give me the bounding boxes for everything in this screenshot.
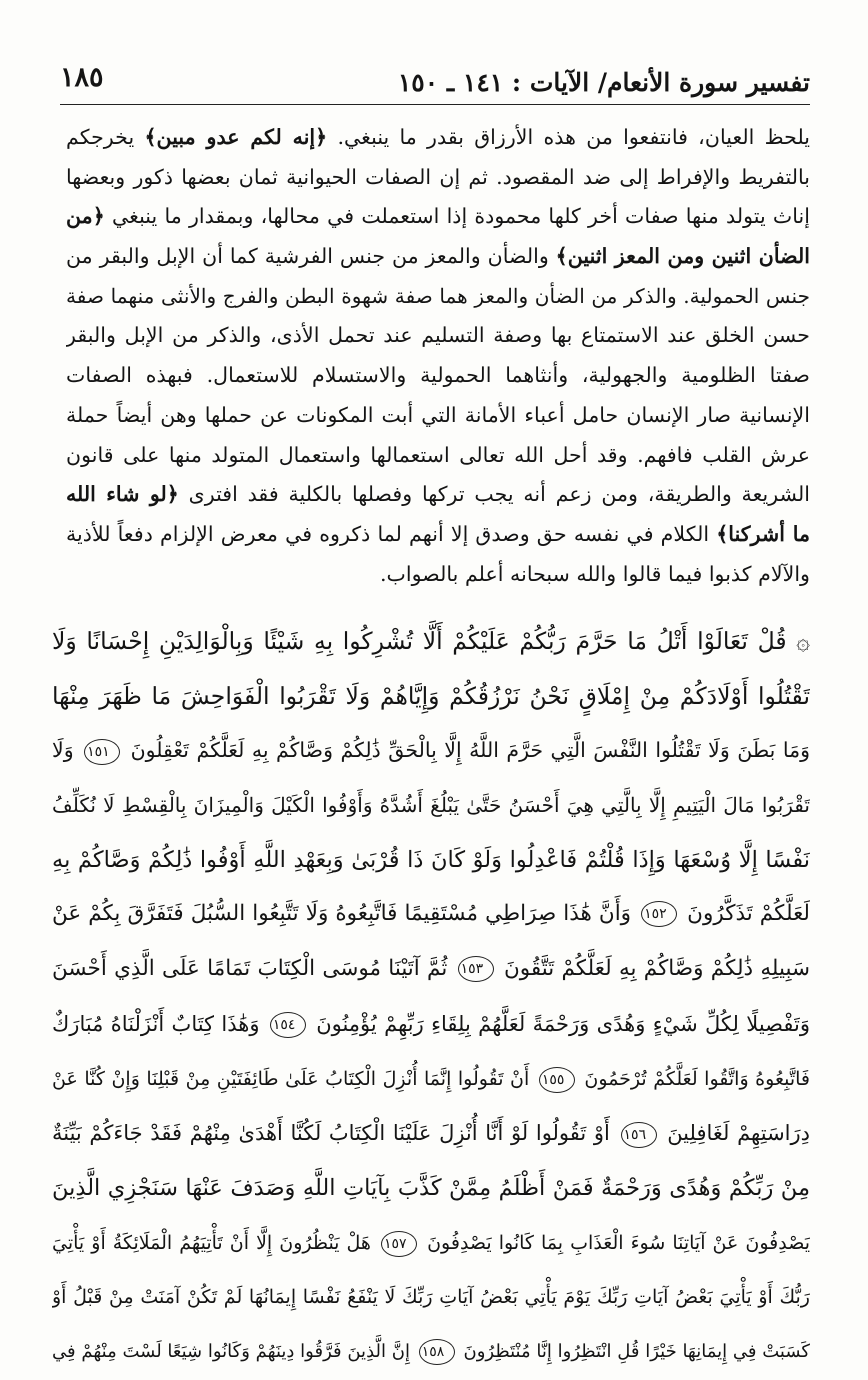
ayah-number-marker: ١٥٣ bbox=[458, 956, 494, 982]
ayah-number-marker: ١٥٦ bbox=[621, 1122, 657, 1148]
commentary-line: إناث يتولد منها صفات أخر كلها محمودة إذا استعملت في محالها، وبمقدار ما ينبغي ﴿من bbox=[66, 204, 810, 229]
page-title: تفسير سورة الأنعام/ الآيات : ١٤١ ـ ١٥٠ bbox=[397, 68, 810, 97]
verse-line: ۞ قُلْ تَعَالَوْا أَتْلُ مَا حَرَّمَ رَبُّكُمْ عَلَيْكُمْ أَلَّا تُشْرِكُوا بِهِ شَيْئًا وَبِالْوَالِدَيْنِ إِحْسَانًا وَلَا bbox=[52, 627, 810, 655]
page-number: ١٨٥ bbox=[60, 62, 104, 93]
verse-line: وَتَفْصِيلًا لِكُلِّ شَيْءٍ وَهُدًى وَرَحْمَةً لَعَلَّهُمْ بِلِقَاءِ رَبِّهِمْ يُؤْمِنُونَ ١٥٤ وَهَٰذَا كِتَابٌ أَنْزَلْنَاهُ مُبَارَكٌ bbox=[52, 997, 810, 1052]
verse-line: مِنْ رَبِّكُمْ وَهُدًى وَرَحْمَةٌ فَمَنْ أَظْلَمُ مِمَّنْ كَذَّبَ بِآيَاتِ اللَّهِ وَصَدَفَ عَنْهَا سَنَجْزِي الَّذِينَ bbox=[52, 1174, 810, 1201]
commentary-line: صفتا الظلومية والجهولية، وأنثاهما الحمولية والاستسلام للاستعمال. فبهذه الصفات bbox=[66, 363, 810, 388]
commentary-line: والآلام كذبوا فيما قالوا والله سبحانه أعلم بالصواب. bbox=[379, 561, 810, 586]
verse-line: يَصْدِفُونَ عَنْ آيَاتِنَا سُوءَ الْعَذَابِ بِمَا كَانُوا يَصْدِفُونَ ١٥٧ هَلْ يَنْظُرُونَ إِلَّا أَنْ تَأْتِيَهُمُ الْمَلَائِكَةُ أَوْ يَأْتِيَ bbox=[52, 1216, 810, 1271]
quran-quote: ﴿لو شاء الله bbox=[66, 482, 179, 507]
quran-quote: الضأن اثنين ومن المعز اثنين﴾ bbox=[555, 244, 810, 269]
quran-quote: ما أشركنا﴾ bbox=[716, 521, 810, 546]
ayah-number-marker: ١٥٧ bbox=[381, 1231, 417, 1257]
verse-line: فَاتَّبِعُوهُ وَاتَّقُوا لَعَلَّكُمْ تُرْحَمُونَ ١٥٥ أَنْ تَقُولُوا إِنَّمَا أُنْزِلَ الْكِتَابُ عَلَىٰ طَائِفَتَيْنِ مِنْ قَبْلِنَا وَإِنْ كُنَّا عَنْ bbox=[52, 1052, 810, 1107]
commentary-line: بالتفريط والإفراط إلى ضد المقصود. ثم إن الصفات الحيوانية ثمان بعضها ذكور وبعضها bbox=[66, 164, 810, 189]
ayah-number-marker: ١٥١ bbox=[84, 739, 120, 765]
commentary-line: حسن الخلق عند الاستمتاع بها وصفة التسليم عند تحمل الأذى، والذكر من الإبل والبقر bbox=[66, 323, 810, 348]
verse-line: نَفْسًا إِلَّا وُسْعَهَا وَإِذَا قُلْتُمْ فَاعْدِلُوا وَلَوْ كَانَ ذَا قُرْبَىٰ وَبِعَهْدِ اللَّهِ أَوْفُوا ذَٰلِكُمْ وَصَّاكُمْ بِهِ bbox=[52, 846, 810, 873]
ayah-number-marker: ١٥٥ bbox=[539, 1067, 575, 1093]
running-header bbox=[60, 62, 810, 105]
verse-line: لَعَلَّكُمْ تَذَكَّرُونَ ١٥٢ وَأَنَّ هَٰذَا صِرَاطِي مُسْتَقِيمًا فَاتَّبِعُوهُ وَلَا تَتَّبِعُوا السُّبُلَ فَتَفَرَّقَ بِكُمْ عَنْ bbox=[52, 901, 810, 927]
commentary-line: عرش القلب فافهم. وقد أحل الله تعالى استعمالها واستعمال المتولد منها على قانون bbox=[66, 442, 810, 467]
ayah-number-marker: ١٥٤ bbox=[270, 1012, 306, 1038]
ayah-number-marker: ١٥٨ bbox=[419, 1339, 455, 1365]
ayah-number-marker: ١٥٢ bbox=[641, 901, 677, 927]
quran-quote: ﴿إنه لكم عدو مبين﴾ bbox=[144, 125, 328, 149]
commentary-line: يلحظ العيان، فانتفعوا من هذه الأرزاق بقدر ما ينبغي. ﴿إنه لكم عدو مبين﴾ يخرجكم bbox=[66, 125, 810, 149]
commentary-line: جنس الحمولية. والذكر من الضأن والمعز هما صفة شهوة البطن والفرج والأنثى منهما صفة bbox=[66, 283, 810, 308]
verse-line: وَمَا بَطَنَ وَلَا تَقْتُلُوا النَّفْسَ الَّتِي حَرَّمَ اللَّهُ إِلَّا بِالْحَقِّ ذَٰلِكُمْ وَصَّاكُمْ بِهِ لَعَلَّكُمْ تَعْقِلُونَ ١٥١ وَلَا bbox=[52, 723, 810, 778]
commentary-text bbox=[66, 118, 810, 594]
commentary-line: الإنسانية صار الإنسان حامل أعباء الأمانة التي أبت المكونات عن حملها وهن أيضاً حملة bbox=[66, 402, 810, 427]
commentary-line: الضأن اثنين ومن المعز اثنين﴾ والضأن والمعز من جنس الفرشية كما أن الإبل والبقر من bbox=[66, 244, 810, 269]
verse-line: رَبُّكَ أَوْ يَأْتِيَ بَعْضُ آيَاتِ رَبِّكَ يَوْمَ يَأْتِي بَعْضُ آيَاتِ رَبِّكَ لَا يَنْفَعُ نَفْسًا إِيمَانُهَا لَمْ تَكُنْ آمَنَتْ مِنْ قَبْلُ أَوْ bbox=[52, 1286, 810, 1309]
commentary-line: ما أشركنا﴾ الكلام في نفسه حق وصدق إلا أنهم لما ذكروه في معرض الإلزام دفعاً للأذية bbox=[66, 521, 810, 546]
commentary-line: الشريعة والطريقة، ومن زعم أنه يجب تركها وفصلها بالكلية فقد افترى ﴿لو شاء الله bbox=[66, 482, 810, 507]
verse-line: تَقْرَبُوا مَالَ الْيَتِيمِ إِلَّا بِالَّتِي هِيَ أَحْسَنُ حَتَّىٰ يَبْلُغَ أَشُدَّهُ وَأَوْفُوا الْكَيْلَ وَالْمِيزَانَ بِالْقِسْطِ لَا نُكَلِّفُ bbox=[52, 793, 810, 818]
quran-quote: ﴿من bbox=[66, 204, 105, 229]
verse-line: كَسَبَتْ فِي إِيمَانِهَا خَيْرًا قُلِ انْتَظِرُوا إِنَّا مُنْتَظِرُونَ ١٥٨ إِنَّ الَّذِينَ فَرَّقُوا دِينَهُمْ وَكَانُوا شِيَعًا لَسْتَ مِنْهُمْ فِي bbox=[52, 1325, 810, 1380]
verse-line: سَبِيلِهِ ذَٰلِكُمْ وَصَّاكُمْ بِهِ لَعَلَّكُمْ تَتَّقُونَ ١٥٣ ثُمَّ آتَيْنَا مُوسَى الْكِتَابَ تَمَامًا عَلَى الَّذِي أَحْسَنَ bbox=[52, 956, 810, 982]
quran-verses bbox=[52, 614, 810, 1380]
verse-line: تَقْتُلُوا أَوْلَادَكُمْ مِنْ إِمْلَاقٍ نَحْنُ نَرْزُقُكُمْ وَإِيَّاهُمْ وَلَا تَقْرَبُوا الْفَوَاحِشَ مَا ظَهَرَ مِنْهَا bbox=[52, 681, 810, 710]
verse-line: دِرَاسَتِهِمْ لَغَافِلِينَ ١٥٦ أَوْ تَقُولُوا لَوْ أَنَّا أُنْزِلَ عَلَيْنَا الْكِتَابُ لَكُنَّا أَهْدَىٰ مِنْهُمْ فَقَدْ جَاءَكُمْ بَيِّنَةٌ bbox=[52, 1106, 810, 1161]
